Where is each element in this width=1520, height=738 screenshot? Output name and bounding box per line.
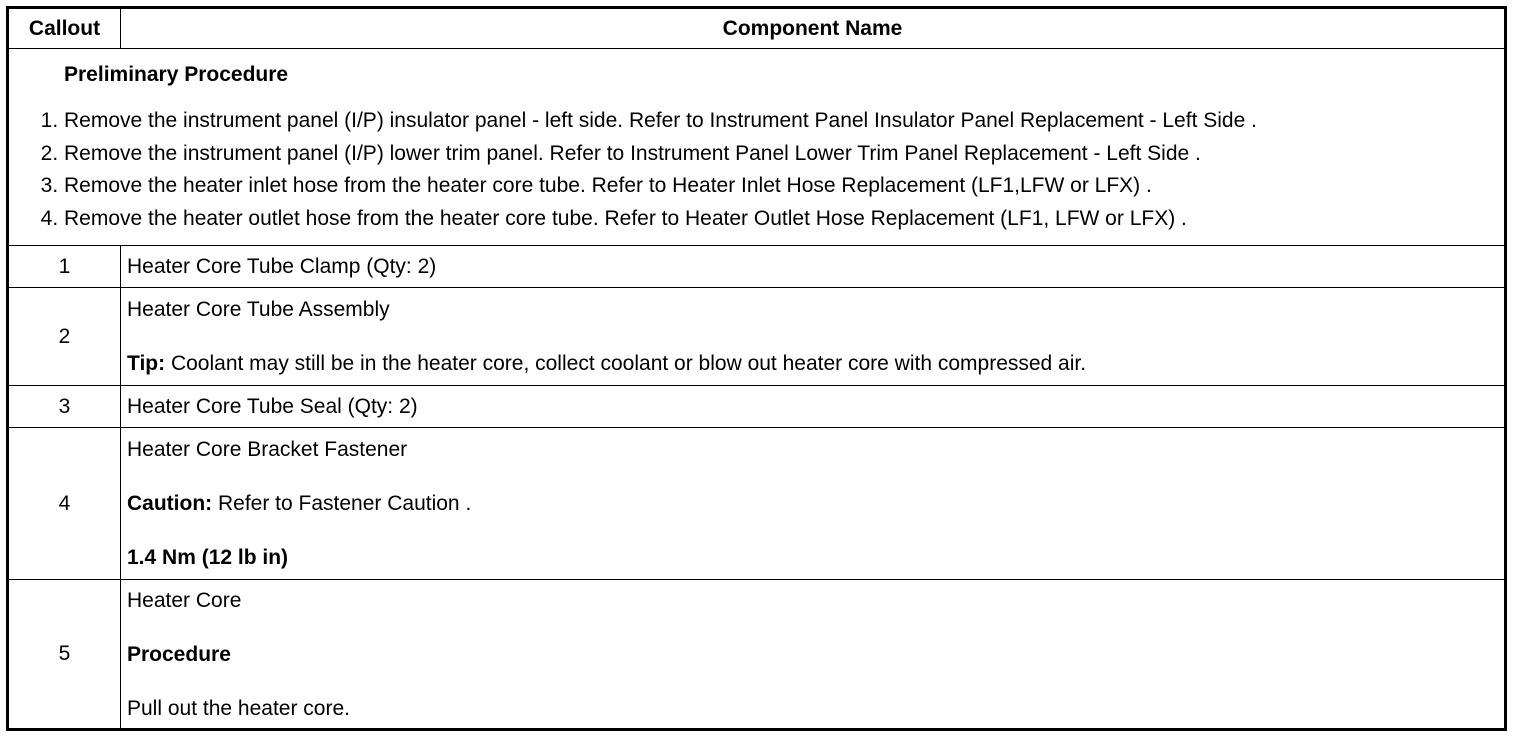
tip-label: Tip: (127, 352, 166, 375)
table-row (8, 428, 1506, 580)
callout-1: 1 (8, 246, 121, 288)
procedure-text: Pull out the heater core. (127, 696, 350, 720)
callout-3: 3 (8, 386, 121, 428)
component-name: Heater Core Tube Seal (Qty: 2) (121, 386, 1506, 428)
table-row (8, 288, 1506, 386)
components-table (6, 6, 1507, 731)
preliminary-step: 1. Remove the instrument panel (I/P) insulator panel - left side. Refer to Instrument Panel Insulator Panel Replacement - Left Side . (64, 105, 1504, 138)
component-name: Heater Core Tube Assembly (127, 298, 390, 321)
header-row (8, 8, 1506, 49)
component-name: Heater Core (127, 588, 242, 612)
component-name: Heater Core Bracket Fastener (127, 438, 408, 461)
header-component-name: Component Name (121, 8, 1506, 49)
preliminary-title: Preliminary Procedure (64, 63, 289, 86)
preliminary-row (8, 49, 1506, 246)
callout-2: 2 (8, 288, 121, 386)
preliminary-step: 2. Remove the instrument panel (I/P) lower trim panel. Refer to Instrument Panel Lower Trim Panel Replacement - Left Side . (64, 138, 1504, 171)
preliminary-step: 3. Remove the heater inlet hose from the heater core tube. Refer to Heater Inlet Hose Replacement (LF1,LFW or LFX) . (64, 170, 1504, 203)
torque-spec: 1.4 Nm (12 lb in) (127, 546, 289, 569)
callout-5: 5 (8, 580, 121, 730)
callout-4: 4 (8, 428, 121, 580)
table-row (8, 580, 1506, 730)
tip-text: Coolant may still be in the heater core, collect coolant or blow out heater core with compressed air. (165, 352, 1087, 375)
table-row (8, 246, 1506, 288)
preliminary-steps (23, 105, 1504, 235)
caution-text: Refer to Fastener Caution . (212, 492, 472, 515)
procedure-label: Procedure (127, 642, 231, 666)
header-callout: Callout (8, 8, 121, 49)
table-row (8, 386, 1506, 428)
preliminary-step: 4. Remove the heater outlet hose from the heater core tube. Refer to Heater Outlet Hose Replacement (LF1, LFW or LFX) . (64, 203, 1504, 236)
caution-label: Caution: (127, 492, 213, 515)
component-name: Heater Core Tube Clamp (Qty: 2) (121, 246, 1506, 288)
